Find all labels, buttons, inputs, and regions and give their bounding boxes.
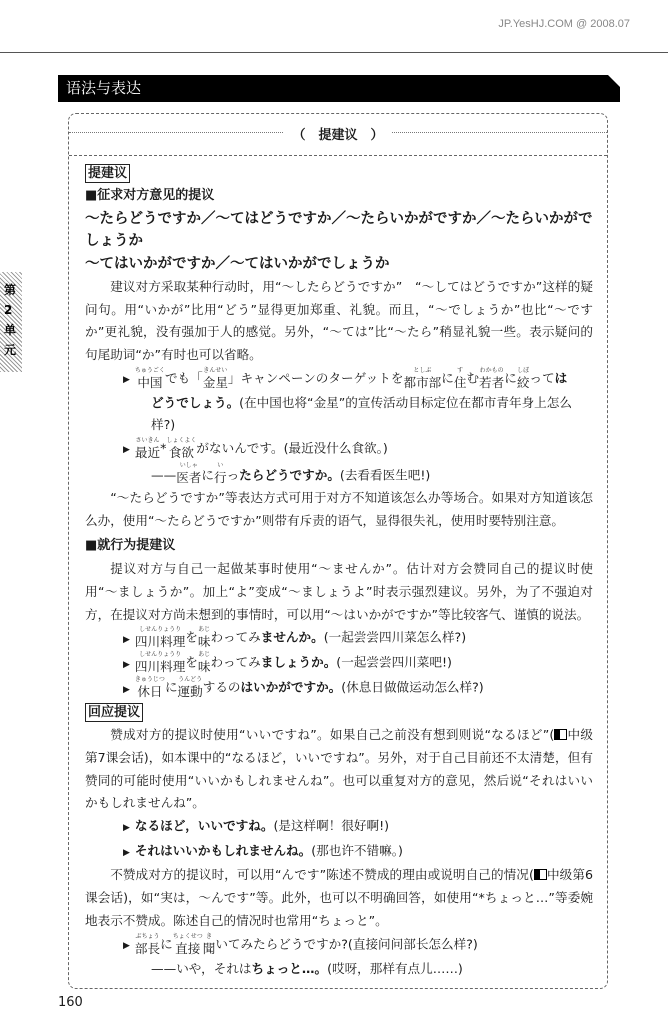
section-bar bbox=[58, 75, 620, 102]
bullet-triangle-icon: ▶ bbox=[123, 659, 130, 670]
example-text: を bbox=[185, 629, 198, 645]
ruby-word bbox=[198, 651, 211, 676]
example-sentence bbox=[85, 840, 593, 865]
ruby-base: 味 bbox=[197, 659, 211, 675]
example-sentence bbox=[85, 462, 593, 487]
bullet-triangle-icon: ▶ bbox=[123, 847, 130, 858]
example-text: (去看看医生吧!) bbox=[339, 467, 431, 483]
ruby-base: 食欲 bbox=[168, 445, 194, 461]
ruby-word bbox=[166, 437, 196, 462]
ruby-word bbox=[135, 437, 160, 462]
example-list bbox=[85, 933, 593, 981]
example-sentence bbox=[85, 392, 593, 437]
pattern-line: ～たらどうですか／～てはどうですか／～たらいかがですか／～たらいかがでしょうか bbox=[85, 210, 593, 250]
example-sentence bbox=[85, 367, 593, 392]
ruby-word bbox=[178, 676, 203, 701]
example-sentence bbox=[85, 676, 593, 701]
ruby-word bbox=[203, 933, 216, 958]
ruby-word bbox=[135, 651, 185, 676]
example-text: (那也许不错嘛。) bbox=[311, 842, 403, 858]
example-text: * bbox=[160, 440, 167, 456]
example-text: (是这样啊！很好啊!) bbox=[273, 818, 390, 834]
example-key-phrase: ちょっと…。 bbox=[251, 960, 328, 976]
book-reference-icon bbox=[534, 869, 547, 880]
example-text: (在中国也将“金星”的宣传活动目标定位在都市青年身上怎么样?) bbox=[151, 394, 572, 433]
example-sentence bbox=[85, 933, 593, 958]
paragraph: 提议对方与自己一起做某事时使用“～ませんか”。估计对方会赞同自己的提议时使用“～ましょうか”。加上“よ”变成“～ましょうよ”时表示强烈建议。另外，为了不强迫对方，在提议对方尚未想到的事情时，可以用“～はいかがですか”等比较客气、谨慎的说法。 bbox=[85, 561, 593, 622]
box-title: （ 提建议 ） bbox=[284, 128, 391, 143]
bullet-triangle-icon: ▶ bbox=[123, 940, 130, 951]
furigana: ぶちょう bbox=[135, 932, 160, 940]
example-text: でも「 bbox=[164, 369, 203, 385]
ruby-base: 行 bbox=[213, 470, 227, 486]
example-text: (一起尝尝四川菜怎么样?) bbox=[323, 629, 467, 645]
ruby-base: 若者 bbox=[479, 374, 505, 390]
ruby-word bbox=[198, 626, 211, 651]
section-label-respond: 回应提议 bbox=[85, 703, 143, 722]
furigana: うんどう bbox=[178, 676, 203, 684]
ruby-base: 四川料理 bbox=[134, 634, 186, 650]
furigana: わかもの bbox=[479, 366, 504, 374]
box-title-row bbox=[69, 124, 607, 143]
furigana: あじ bbox=[198, 626, 211, 634]
example-list bbox=[85, 367, 593, 487]
unit-side-tab bbox=[0, 272, 22, 372]
furigana: ちょくせつ bbox=[172, 932, 203, 940]
paragraph: 建议对方采取某种行动时，用“～したらどうですか” “～してはどうですか”这样的疑问句。用“いかが”比用“どう”显得更加郑重、礼貌。而且，“～でしょうか”也比“～ですか”更礼貌，没有强加于人的感觉。另外，“～ては”比“～たら”稍显礼貌一些。表示疑问的句尾助词“か”有时也可以省略。 bbox=[85, 278, 593, 362]
example-text: に bbox=[441, 369, 454, 385]
example-key-phrase: はいかがですか。 bbox=[240, 679, 342, 695]
page-body bbox=[58, 113, 608, 1020]
example-list bbox=[85, 815, 593, 864]
ruby-word bbox=[517, 367, 530, 392]
example-text: わってみ bbox=[210, 629, 261, 645]
section-label-suggest: 提建议 bbox=[85, 164, 130, 183]
furigana: しせんりょうり bbox=[139, 651, 182, 659]
example-text: ——いや，それは bbox=[151, 960, 252, 976]
paragraph-text: 中级第7课会话)，如本课中的“なるほど，いいですね”。另外，对于自己目前还不太清楚，但有赞同的可能时使用“いいかもしれませんね”。也可以重复对方的意见，然后说“それはいいかもしれませんね”。 bbox=[85, 727, 593, 811]
paragraph bbox=[85, 864, 593, 932]
example-sentence bbox=[85, 958, 593, 981]
example-key-phrase: は bbox=[554, 369, 568, 385]
example-sentence bbox=[85, 437, 593, 462]
ruby-base: 住 bbox=[453, 374, 467, 390]
example-key-phrase: ませんか。 bbox=[260, 629, 324, 645]
furigana: いしゃ bbox=[179, 462, 198, 470]
ruby-base: 医者 bbox=[176, 470, 202, 486]
ruby-base: 部長 bbox=[134, 940, 161, 956]
bullet-triangle-icon: ▶ bbox=[123, 374, 130, 385]
ruby-base: 金星 bbox=[202, 374, 228, 390]
example-key-phrase: たらどうですか。 bbox=[239, 467, 340, 483]
example-key-phrase: それはいいかもしれませんね。 bbox=[134, 842, 312, 858]
example-text: —— bbox=[151, 467, 177, 483]
ruby-word bbox=[403, 367, 441, 392]
book-reference-icon bbox=[554, 729, 567, 740]
ruby-base: 絞 bbox=[516, 374, 530, 390]
paragraph-text: 不赞成对方的提议时，可以用“んです”陈述不赞成的理由或说明自己的情况( bbox=[110, 867, 534, 883]
example-text: に bbox=[201, 467, 214, 483]
furigana: さいきん bbox=[135, 437, 160, 445]
example-text: を bbox=[185, 654, 198, 670]
ruby-base: 中国 bbox=[137, 374, 163, 390]
ruby-word bbox=[135, 626, 185, 651]
example-text: に bbox=[160, 935, 173, 951]
unit-label: 第2单元 bbox=[4, 283, 17, 357]
page-number: 160 bbox=[58, 995, 83, 1011]
divider bbox=[69, 155, 607, 156]
ruby-word bbox=[135, 676, 165, 701]
ruby-word bbox=[176, 462, 201, 487]
example-text: って bbox=[529, 369, 555, 385]
example-text: がないんです。(最近没什么食欲。) bbox=[196, 440, 388, 456]
paragraph-text: 赞成对方的提议时使用“いいですね”。如果自己之前没有想到则说“なるほど”( bbox=[110, 727, 555, 743]
example-key-phrase: どうでしょう。 bbox=[151, 394, 240, 410]
example-text: 」キャンペーンのターゲットを bbox=[227, 369, 404, 385]
bullet-triangle-icon: ▶ bbox=[123, 634, 130, 645]
example-key-phrase: なるほど，いいですね。 bbox=[134, 818, 274, 834]
ruby-base: 都市部 bbox=[403, 374, 442, 390]
furigana: す bbox=[457, 366, 464, 374]
section-title: 语法与表达 bbox=[66, 79, 142, 97]
paragraph bbox=[85, 724, 593, 815]
example-list bbox=[85, 626, 593, 701]
furigana: きゅうじつ bbox=[134, 676, 165, 684]
subheading: ■征求对方意见的提议 bbox=[85, 188, 215, 203]
example-sentence bbox=[85, 815, 593, 840]
example-text: いてみたらどうですか?(直接问问部长怎么样?) bbox=[215, 935, 478, 951]
bullet-triangle-icon: ▶ bbox=[123, 684, 130, 695]
ruby-base: 聞 bbox=[202, 940, 216, 956]
furigana: ちゅうごく bbox=[134, 366, 165, 374]
example-text: わってみ bbox=[210, 654, 261, 670]
content-box bbox=[68, 113, 608, 989]
paragraph-text: 中级第6课会话)，如“実は，～んです”等。此外，也可以不明确回答，如使用“*ちょっと…”等委婉地表示不赞成。陈述自己的情况时也常用“ちょっと”。 bbox=[85, 867, 594, 928]
furigana: しせんりょうり bbox=[139, 626, 182, 634]
content bbox=[85, 162, 593, 980]
furigana: しょくよく bbox=[166, 437, 197, 445]
ruby-word bbox=[214, 462, 227, 487]
pattern-line: ～てはいかがですか／～てはいかがでしょうか bbox=[85, 256, 390, 273]
furigana: きんせい bbox=[203, 366, 228, 374]
example-sentence bbox=[85, 651, 593, 676]
example-sentence bbox=[85, 626, 593, 651]
corner-fold-icon bbox=[608, 75, 620, 87]
ruby-base: 四川料理 bbox=[134, 659, 186, 675]
example-text: に bbox=[164, 679, 178, 695]
furigana: き bbox=[206, 932, 213, 940]
example-text: に bbox=[504, 369, 517, 385]
ruby-word bbox=[479, 367, 504, 392]
ruby-base: 運動 bbox=[177, 684, 203, 700]
furigana: あじ bbox=[198, 651, 211, 659]
example-text: するの bbox=[202, 679, 241, 695]
watermark: JP.YesHJ.COM @ 2008.07 bbox=[498, 18, 630, 30]
ruby-base: 直接 bbox=[175, 940, 201, 956]
ruby-base: 休日 bbox=[137, 684, 163, 700]
ruby-word bbox=[203, 367, 228, 392]
ruby-word bbox=[135, 367, 165, 392]
header-rule bbox=[0, 52, 668, 53]
ruby-word bbox=[135, 933, 160, 958]
ruby-base: 最近 bbox=[134, 445, 161, 461]
example-key-phrase: ましょうか。 bbox=[260, 654, 337, 670]
furigana: しぼ bbox=[517, 366, 530, 374]
example-text: (休息日做做运动怎么样?) bbox=[341, 679, 484, 695]
bullet-triangle-icon: ▶ bbox=[123, 445, 130, 456]
paragraph: “～たらどうですか”等表达方式可用于对方不知道该怎么办等场合。如果对方知道该怎么办，使用“～たらどうですか”则带有斥责的语气，显得很失礼，使用时要特别注意。 bbox=[85, 490, 593, 528]
ruby-word bbox=[173, 933, 203, 958]
example-text: む bbox=[466, 369, 480, 385]
bullet-triangle-icon: ▶ bbox=[123, 823, 130, 834]
ruby-base: 味 bbox=[197, 634, 211, 650]
furigana: としぶ bbox=[413, 366, 432, 374]
furigana: い bbox=[217, 462, 224, 470]
ruby-word bbox=[454, 367, 467, 392]
subheading: ■就行为提建议 bbox=[85, 538, 176, 554]
example-text: っ bbox=[226, 467, 240, 483]
example-text: (一起尝尝四川菜吧!) bbox=[336, 654, 452, 670]
example-text: (哎呀，那样有点儿……) bbox=[327, 960, 463, 976]
